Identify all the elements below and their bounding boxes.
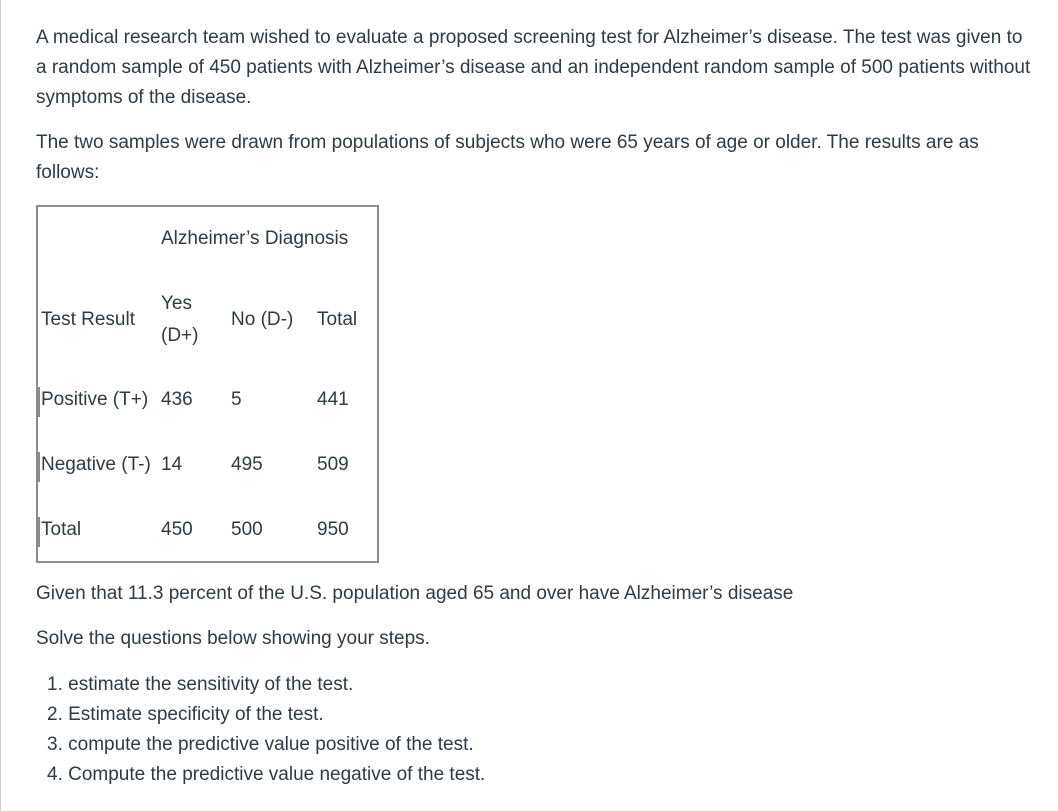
question-list: [47, 670, 485, 790]
row-total-label: Total: [41, 519, 82, 540]
row-positive-label: Positive (T+): [41, 389, 149, 410]
page-left-border: [0, 0, 1, 811]
question-item: 3. compute the predictive value positive of the test.: [47, 734, 474, 755]
row-total-no: 500: [231, 519, 263, 540]
intro-paragraph-2: The two samples were drawn from populations of subjects who were 65 years of age or older. The results are as follows:: [36, 132, 979, 183]
header-total: Total: [317, 309, 358, 330]
header-yes-code: (D+): [161, 325, 199, 346]
header-no: No (D-): [231, 309, 294, 330]
contingency-table: [36, 205, 379, 563]
header-test-result: Test Result: [41, 309, 135, 330]
row-marker: [38, 387, 40, 417]
row-positive-total: 441: [317, 389, 349, 410]
row-total-yes: 450: [161, 519, 193, 540]
question-item: 4. Compute the predictive value negative of the test.: [47, 764, 486, 785]
row-marker: [38, 517, 40, 547]
question-item: 2. Estimate specificity of the test.: [47, 704, 324, 725]
row-negative-yes: 14: [161, 454, 183, 475]
row-negative-no: 495: [231, 454, 263, 475]
row-positive-yes: 436: [161, 389, 193, 410]
row-negative-label: Negative (T-): [41, 454, 151, 475]
row-total-total: 950: [317, 519, 349, 540]
intro-paragraph-1: A medical research team wished to evaluate a proposed screening test for Alzheimer’s disease. The test was given to a random sample of 450 patients with Alzheimer’s disease and an independent random sample of 500 patients without symptoms of the disease.: [36, 27, 1031, 108]
question-item: 1. estimate the sensitivity of the test.: [47, 674, 354, 695]
row-marker: [38, 452, 40, 482]
header-yes: Yes: [161, 293, 192, 314]
given-statement: Given that 11.3 percent of the U.S. population aged 65 and over have Alzheimer’s disease: [36, 583, 794, 604]
table-title: Alzheimer’s Diagnosis: [161, 228, 349, 249]
instruction-text: Solve the questions below showing your steps.: [36, 628, 430, 649]
row-positive-no: 5: [231, 389, 242, 410]
row-negative-total: 509: [317, 454, 349, 475]
